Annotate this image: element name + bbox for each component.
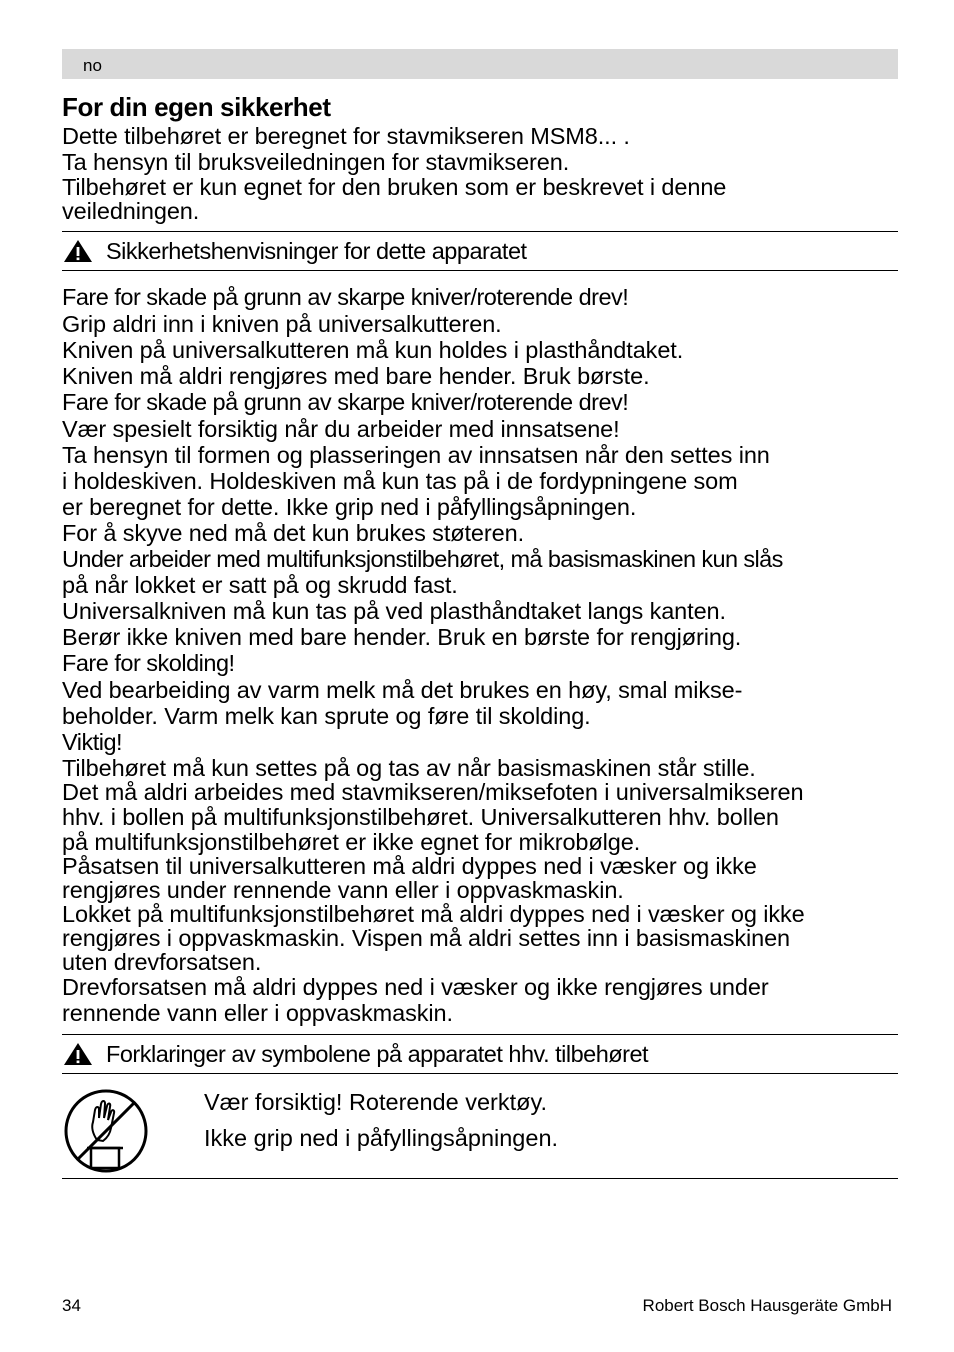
warning-line: er beregnet for dette. Ikke grip ned i påfyllingsåpningen. [62, 494, 637, 520]
symbol-explanation-row [62, 1074, 898, 1179]
warning-label: Fare for skade på grunn av skarpe kniver/roterende drev! [62, 389, 629, 415]
page-number: 34 [62, 1296, 81, 1315]
intro-line: Ta hensyn til bruksveiledningen for stavmikseren. [62, 149, 570, 175]
warning-line: Vær spesielt forsiktig når du arbeider med innsatsene! [62, 416, 620, 442]
symbols-section-heading [62, 1034, 898, 1074]
warning-line: Berør ikke kniven med bare hender. Bruk en børste for rengjøring. [62, 624, 742, 650]
warning-line: Under arbeider med multifunksjonstilbehøret, må basismaskinen kun slås [62, 546, 783, 572]
warning-line: Ved bearbeiding av varm melk må det brukes en høy, smal mikse- [62, 677, 743, 703]
warning-line: Grip aldri inn i kniven på universalkutteren. [62, 311, 502, 337]
warning-line: på når lokket er satt på og skrudd fast. [62, 572, 458, 598]
warning-line: Kniven må aldri rengjøres med bare hender. Bruk børste. [62, 363, 650, 389]
no-hand-in-opening-icon [63, 1088, 149, 1174]
warning-line: Det må aldri arbeides med stavmikseren/miksefoten i universalmikseren [62, 779, 804, 805]
warning-line: Påsatsen til universalkutteren må aldri dyppes ned i væsker og ikke [62, 853, 757, 879]
warning-line: rennende vann eller i oppvaskmaskin. [62, 1000, 453, 1026]
symbol-description: Ikke grip ned i påfyllingsåpningen. [204, 1125, 559, 1151]
warning-line: Lokket på multifunksjonstilbehøret må aldri dyppes ned i væsker og ikke [62, 901, 805, 927]
warning-line: hhv. i bollen på multifunksjonstilbehøret. Universalkutteren hhv. bollen [62, 804, 779, 830]
company-name: Robert Bosch Hausgeräte GmbH [642, 1296, 892, 1315]
symbol-description: Vær forsiktig! Roterende verktøy. [204, 1089, 548, 1115]
page-content [62, 92, 898, 1179]
warning-label: Fare for skolding! [62, 650, 235, 676]
page-title: For din egen sikkerhet [62, 92, 331, 122]
intro-line: veiledningen. [62, 198, 200, 224]
warning-line: på multifunksjonstilbehøret er ikke egnet for mikrobølge. [62, 829, 641, 855]
warning-line: Drevforsatsen må aldri dyppes ned i væsker og ikke rengjøres under [62, 974, 769, 1000]
warning-line: For å skyve ned må det kun brukes støteren. [62, 520, 524, 546]
warning-line: beholder. Varm melk kan sprute og føre til skolding. [62, 703, 591, 729]
warning-triangle-icon [62, 238, 94, 264]
warning-line: Kniven på universalkutteren må kun holdes i plasthåndtaket. [62, 337, 684, 363]
safety-section-heading [62, 231, 898, 271]
language-code: no [83, 56, 102, 75]
language-bar [62, 49, 898, 79]
warning-label: Viktig! [62, 729, 123, 755]
warning-line: Ta hensyn til formen og plasseringen av innsatsen når den settes inn [62, 442, 770, 468]
warning-line: rengjøres under rennende vann eller i oppvaskmaskin. [62, 877, 624, 903]
warning-label: Fare for skade på grunn av skarpe kniver/roterende drev! [62, 284, 629, 310]
safety-heading-text: Sikkerhetshenvisninger for dette apparatet [106, 237, 527, 264]
intro-line: Tilbehøret er kun egnet for den bruken som er beskrevet i denne [62, 174, 727, 200]
symbols-heading-text: Forklaringer av symbolene på apparatet hhv. tilbehøret [106, 1040, 649, 1067]
warning-line: i holdeskiven. Holdeskiven må kun tas på i de fordypningene som [62, 468, 738, 494]
warning-line: Universalkniven må kun tas på ved plasthåndtaket langs kanten. [62, 598, 726, 624]
intro-line: Dette tilbehøret er beregnet for stavmikseren MSM8... . [62, 123, 630, 149]
warning-line: rengjøres i oppvaskmaskin. Vispen må aldri settes inn i basismaskinen [62, 925, 791, 951]
warning-line: uten drevforsatsen. [62, 949, 262, 975]
warning-line: Tilbehøret må kun settes på og tas av når basismaskinen står stille. [62, 755, 756, 781]
warning-triangle-icon [62, 1041, 94, 1067]
